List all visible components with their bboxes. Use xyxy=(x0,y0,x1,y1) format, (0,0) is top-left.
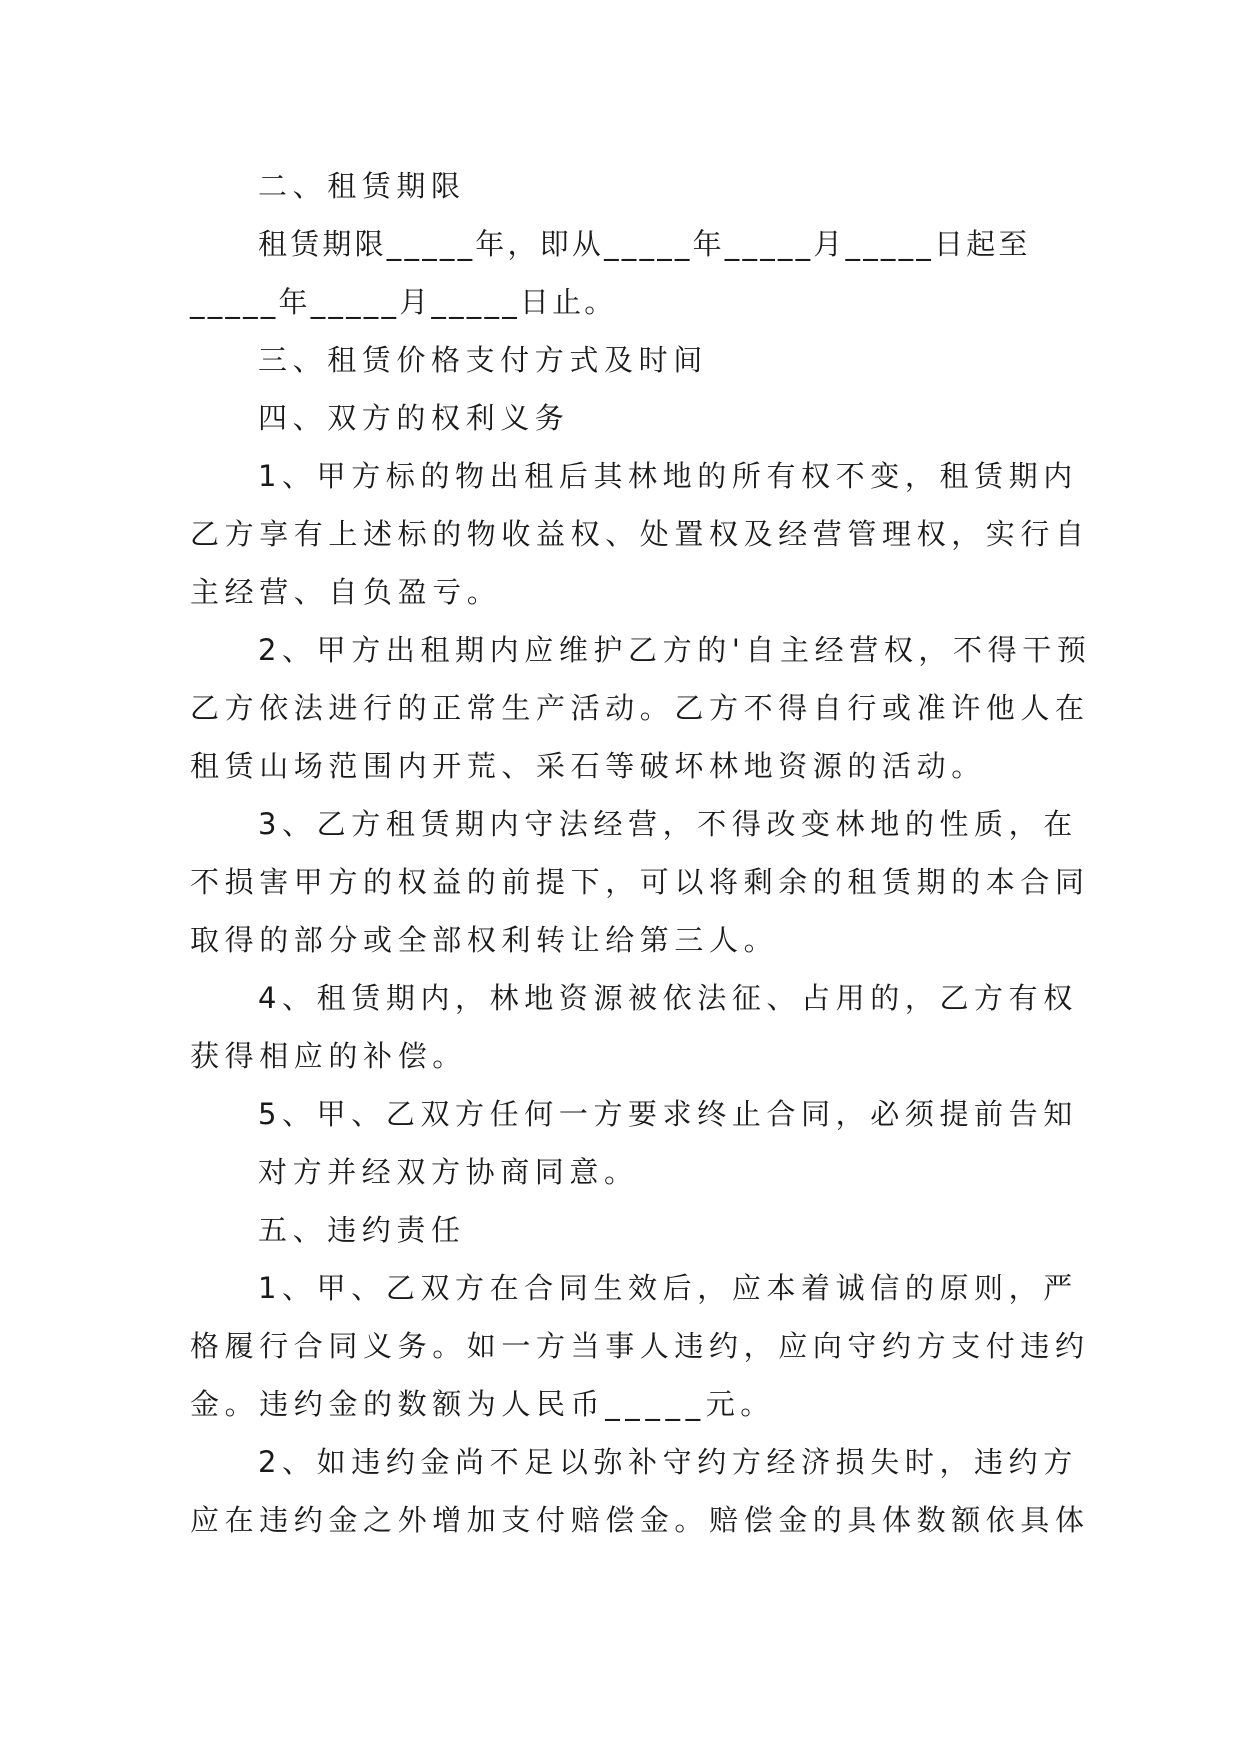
section-heading-rights-obligations: 四、双方的权利义务 xyxy=(258,401,570,435)
paragraph-line: 1、甲方标的物出租后其林地的所有权不变，租赁期内 xyxy=(258,459,1078,493)
paragraph-line: 租赁期限_____年，即从_____年_____月_____日起至 xyxy=(258,227,1031,261)
paragraph-line: 格履行合同义务。如一方当事人违约，应向守约方支付违约 xyxy=(190,1329,1090,1363)
paragraph-line: 取得的部分或全部权利转让给第三人。 xyxy=(190,923,779,957)
paragraph-line: _____年_____月_____日止。 xyxy=(190,285,617,319)
paragraph-line: 获得相应的补偿。 xyxy=(190,1039,467,1073)
paragraph-line: 乙方依法进行的正常生产活动。乙方不得自行或准许他人在 xyxy=(190,691,1090,725)
paragraph-line: 4、租赁期内，林地资源被依法征、占用的，乙方有权 xyxy=(258,981,1078,1015)
section-heading-price-payment: 三、租赁价格支付方式及时间 xyxy=(258,343,708,377)
paragraph-line: 5、甲、乙双方任何一方要求终止合同，必须提前告知 xyxy=(258,1097,1078,1131)
paragraph-line: 对方并经双方协商同意。 xyxy=(258,1155,639,1189)
paragraph-line: 金。违约金的数额为人民币_____元。 xyxy=(190,1387,775,1421)
paragraph-line: 1、甲、乙双方在合同生效后，应本着诚信的原则，严 xyxy=(258,1271,1078,1305)
paragraph-line: 不损害甲方的权益的前提下，可以将剩余的租赁期的本合同 xyxy=(190,865,1090,899)
paragraph-line: 主经营、自负盈亏。 xyxy=(190,575,502,609)
paragraph-line: 应在违约金之外增加支付赔偿金。赔偿金的具体数额依具体 xyxy=(190,1503,1090,1537)
section-heading-liability: 五、违约责任 xyxy=(258,1213,466,1247)
paragraph-line: 2、甲方出租期内应维护乙方的'自主经营权，不得干预 xyxy=(258,633,1092,667)
paragraph-line: 2、如违约金尚不足以弥补守约方经济损失时，违约方 xyxy=(258,1445,1078,1479)
section-heading-lease-term: 二、租赁期限 xyxy=(258,169,466,203)
paragraph-line: 租赁山场范围内开荒、采石等破坏林地资源的活动。 xyxy=(190,749,986,783)
paragraph-line: 3、乙方租赁期内守法经营，不得改变林地的性质，在 xyxy=(258,807,1078,841)
paragraph-line: 乙方享有上述标的物收益权、处置权及经营管理权，实行自 xyxy=(190,517,1090,551)
